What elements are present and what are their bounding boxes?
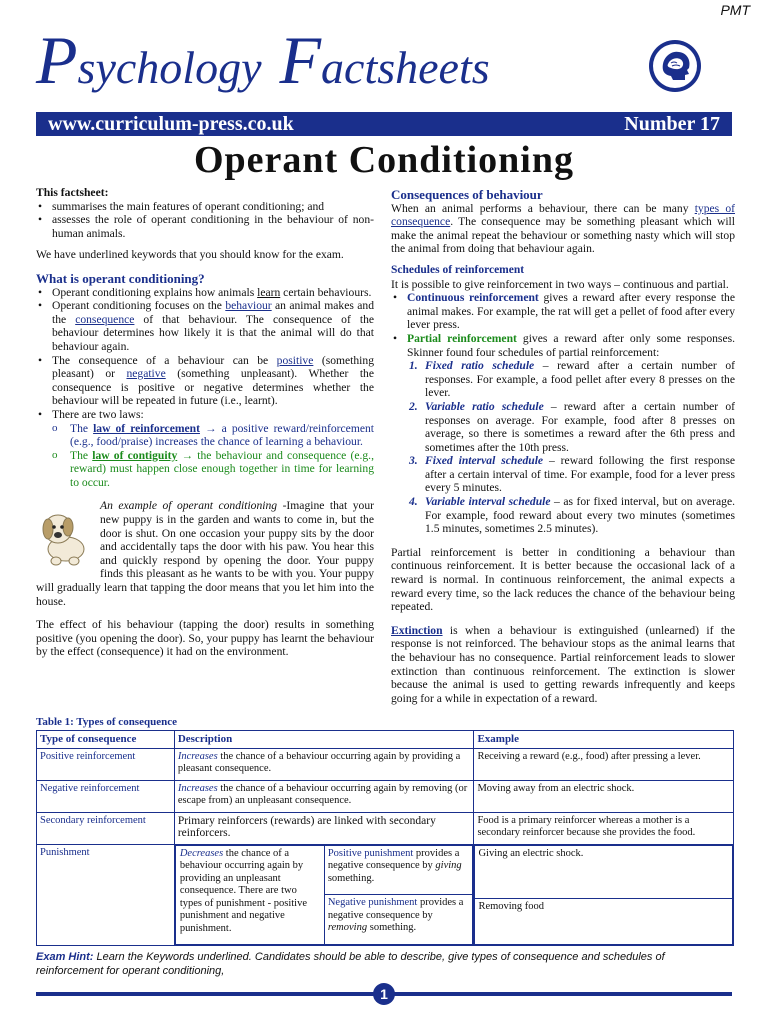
keyword: Positive punishment (327, 847, 414, 859)
text: – reward following the first response after a certain interval of time. For example, food for a lever press every 5 minutes. (425, 454, 735, 495)
item-name: Variable ratio schedule (425, 399, 544, 413)
punishment-examples (474, 845, 733, 945)
text: is when a behaviour is extinguished (unlearned) if the response is not reinforced. The behaviour stops as the animal learns that the behaviour has no consequence. Partial reinforcement leads to slower extinction than continuous reinforcement. The extinction is slower because the animal is used to getting rewards infrequently and keeps going for a while in expectation of a reward. (391, 623, 735, 705)
brand-p: P (36, 22, 78, 98)
list-item (52, 408, 374, 490)
example-text: Giving an electric shock. (475, 845, 733, 898)
item-number: 1. (409, 359, 418, 373)
exam-hint (36, 950, 732, 978)
keyword: negative (126, 367, 166, 381)
item-number: 2. (409, 399, 418, 413)
exam-hint-label: Exam Hint: (36, 951, 94, 963)
text: certain behaviours. (280, 285, 372, 299)
partial-better-text: Partial reinforcement is better in conditioning a behaviour than continuous reinforcement. It is better because the occasional lack of a reward is normal. In continuous reinforcement, the animal expects a reward every time, so the lack reduces the chance of the behaviour being repeated. (391, 545, 735, 614)
text: -Imagine that your new puppy is in the garden and wants to come in, but the door is shut. On one occasion your puppy sits by the door and accidentally taps the door with his paw. You hear this and quickly respond by opening the door. Your puppy finds this pleasant as he wants to be with you. Your puppy will gradually learn that tapping the door means that you let him into the house. (36, 499, 374, 608)
punishment-desc (175, 845, 324, 944)
keyword: positive (276, 353, 314, 367)
consequences-text (391, 202, 735, 256)
negative-punishment-cell (324, 895, 473, 945)
keyword: law of contiguity (92, 448, 178, 462)
item-name: Variable interval schedule (425, 495, 551, 509)
list-item (407, 332, 735, 359)
example-cell: Receiving a reward (e.g., food) after pressing a lever. (474, 748, 734, 780)
keyword: types of consequence (391, 201, 735, 229)
text: an animal makes and the (52, 299, 374, 326)
text: Operant conditioning focuses on the (52, 299, 226, 313)
text: – as for fixed interval, but on average. For example, food reward about every two minutes (sometimes 1.5 minutes, sometimes 2.5 minutes). (425, 495, 736, 536)
text: the chance of a behaviour occurring again by providing an unpleasant consequence. There are two types of punishment - positive punishment and negative punishment. (179, 847, 307, 934)
keyword: Continuous reinforcement (407, 291, 539, 305)
text: → the behaviour and consequence (e.g., reward) must happen close enough together in time for learning to occur. (70, 448, 374, 489)
law-item (70, 449, 374, 490)
keyword: Negative punishment (327, 897, 418, 908)
laws-list (52, 422, 374, 490)
table-row (37, 844, 734, 945)
schedules-list (391, 291, 735, 359)
intro-bullet: • summarises the main features of operant conditioning; and (52, 200, 374, 214)
keyword: learn (257, 285, 281, 299)
text: Decreases (179, 847, 224, 859)
text: removing (327, 922, 368, 933)
item-name: Fixed ratio schedule (425, 359, 535, 373)
pmt-label: PMT (720, 2, 750, 18)
text: There are two laws: (52, 407, 144, 421)
text: (something pleasant) or (52, 353, 374, 381)
text: . The consequence may be something pleasant which will make the animal repeat the behaviour or something nasty which will stop the animal from doing that behaviour again. (391, 215, 735, 256)
keyword: Extinction (391, 623, 443, 637)
left-column (36, 186, 374, 659)
example-text: Removing food (475, 898, 733, 944)
page-number: 1 (373, 983, 395, 1005)
text: gives a reward after only some responses. Skinner found four schedules of partial reinforcement: (407, 331, 736, 359)
intro-list (36, 200, 374, 241)
type-cell: Negative reinforcement (37, 780, 175, 812)
text: provides a negative consequence by (327, 897, 464, 921)
text: something. (327, 872, 375, 884)
what-heading: What is operant conditioning? (36, 270, 205, 286)
keyword: behaviour (225, 299, 272, 313)
punishment-subtable (175, 845, 474, 945)
table-header-row (37, 731, 734, 749)
schedule-item (409, 399, 735, 454)
brand-f: F (279, 22, 322, 98)
text: gives a reward after every response the animal makes. For example, the rat will get a pellet of food after every lever press. (407, 291, 735, 332)
text: of that behaviour. The consequence of the behaviour determines how likely it is that the animal will do that behaviour again. (52, 312, 375, 353)
table-row (37, 748, 734, 780)
text: – reward after a certain number of responses. For example, a food pellet after every 8 presses on the lever. (425, 359, 735, 400)
law-item (70, 422, 374, 449)
table-caption: Table 1: Types of consequence (36, 716, 177, 728)
text: (something unpleasant). Whether the consequence is positive or negative determines whether the behaviour will be repeated in future (i.e., learnt). (52, 367, 374, 408)
keyword: consequence (75, 312, 135, 326)
text: Increases (177, 750, 218, 762)
table-row (37, 812, 734, 844)
list-item (52, 354, 374, 408)
text: Increases (177, 782, 218, 794)
effect-text: The effect of his behaviour (tapping the door) results in something positive (you opening the door). So, your puppy has learnt the behaviour by the effect (consequence) it had on the environment. (36, 618, 374, 659)
puppy-icon (36, 505, 94, 567)
table-row (37, 780, 734, 812)
consequence-table (36, 730, 734, 946)
schedule-item (409, 359, 735, 400)
list-item (52, 286, 374, 300)
example-block (36, 499, 374, 659)
site-url[interactable]: www.curriculum-press.co.uk (48, 113, 294, 135)
keyword: law of reinforcement (93, 421, 200, 435)
schedule-item (409, 454, 735, 495)
brand-sychology: sychology (77, 42, 262, 93)
schedule-item (409, 495, 736, 536)
list-item (52, 299, 374, 353)
brain-head-icon (649, 40, 701, 92)
example-cell: Moving away from an electric shock. (474, 780, 734, 812)
text: Operant conditioning explains how animals (52, 285, 258, 299)
text: The consequence of a behaviour can be (52, 353, 277, 367)
table-header: Description (174, 731, 474, 749)
item-name: Fixed interval schedule (425, 454, 544, 468)
partial-schedules (391, 359, 735, 536)
text: – reward after a certain number of responses on average. For example, food after 8 presses on average, so there is sometimes a reward after the 6th press and sometimes after the 10th press. (425, 399, 735, 454)
page-title: Operant Conditioning (193, 139, 575, 181)
description-cell: Primary reinforcers (rewards) are linked with secondary reinforcers. (174, 812, 474, 844)
consequences-heading: Consequences of behaviour (391, 187, 543, 202)
description-cell (174, 748, 474, 780)
schedules-heading: Schedules of reinforcement (391, 263, 525, 276)
text: → a positive reward/reinforcement (e.g., food/praise) increases the chance of learning a behaviour. (70, 421, 374, 449)
table-header: Example (474, 731, 734, 749)
text: When an animal performs a behaviour, there can be many (391, 201, 695, 215)
text: giving (435, 860, 462, 871)
type-cell: Positive reinforcement (37, 748, 175, 780)
brand-actsheets: actsheets (321, 42, 490, 93)
text: something. (367, 922, 417, 933)
keyword: Partial reinforcement (407, 331, 517, 345)
description-cell (174, 780, 474, 812)
item-number: 4. (409, 495, 418, 509)
list-item (407, 291, 735, 332)
type-cell: Punishment (37, 844, 175, 945)
schedules-intro: It is possible to give reinforcement in two ways – continuous and partial. (391, 277, 729, 291)
positive-punishment-cell (324, 845, 473, 895)
example-cell: Food is a primary reinforcer whereas a mother is a secondary reinforcer because she provides the food. (474, 812, 734, 844)
url-bar (36, 112, 732, 136)
description-cell (174, 844, 474, 945)
text: the chance of a behaviour occurring again by providing a pleasant consequence. (177, 750, 461, 774)
extinction-text (391, 624, 735, 706)
intro-label: This factsheet: (36, 186, 109, 199)
right-column (391, 188, 735, 705)
table-header: Type of consequence (37, 731, 175, 749)
type-cell: Secondary reinforcement (37, 812, 175, 844)
issue-number: Number 17 (624, 113, 720, 135)
item-number: 3. (409, 454, 418, 468)
what-list (36, 286, 374, 490)
text: the chance of a behaviour occurring again by removing (or escape from) an unpleasant consequence. (177, 782, 468, 806)
keywords-note: We have underlined keywords that you should know for the exam. (36, 248, 344, 262)
text: The (70, 421, 94, 435)
text: provides a negative consequence by (327, 847, 460, 871)
example-lead: An example of operant conditioning (100, 499, 278, 513)
intro-bullet: • assesses the role of operant conditioning in the behaviour of non-human animals. (52, 213, 374, 240)
example-cell (474, 844, 734, 945)
text: Learn the Keywords underlined. Candidates should be able to describe, give types of consequence and schedules of reinforcement for operant conditioning, (36, 951, 665, 977)
text: The (70, 448, 93, 462)
brand-title (36, 22, 490, 98)
